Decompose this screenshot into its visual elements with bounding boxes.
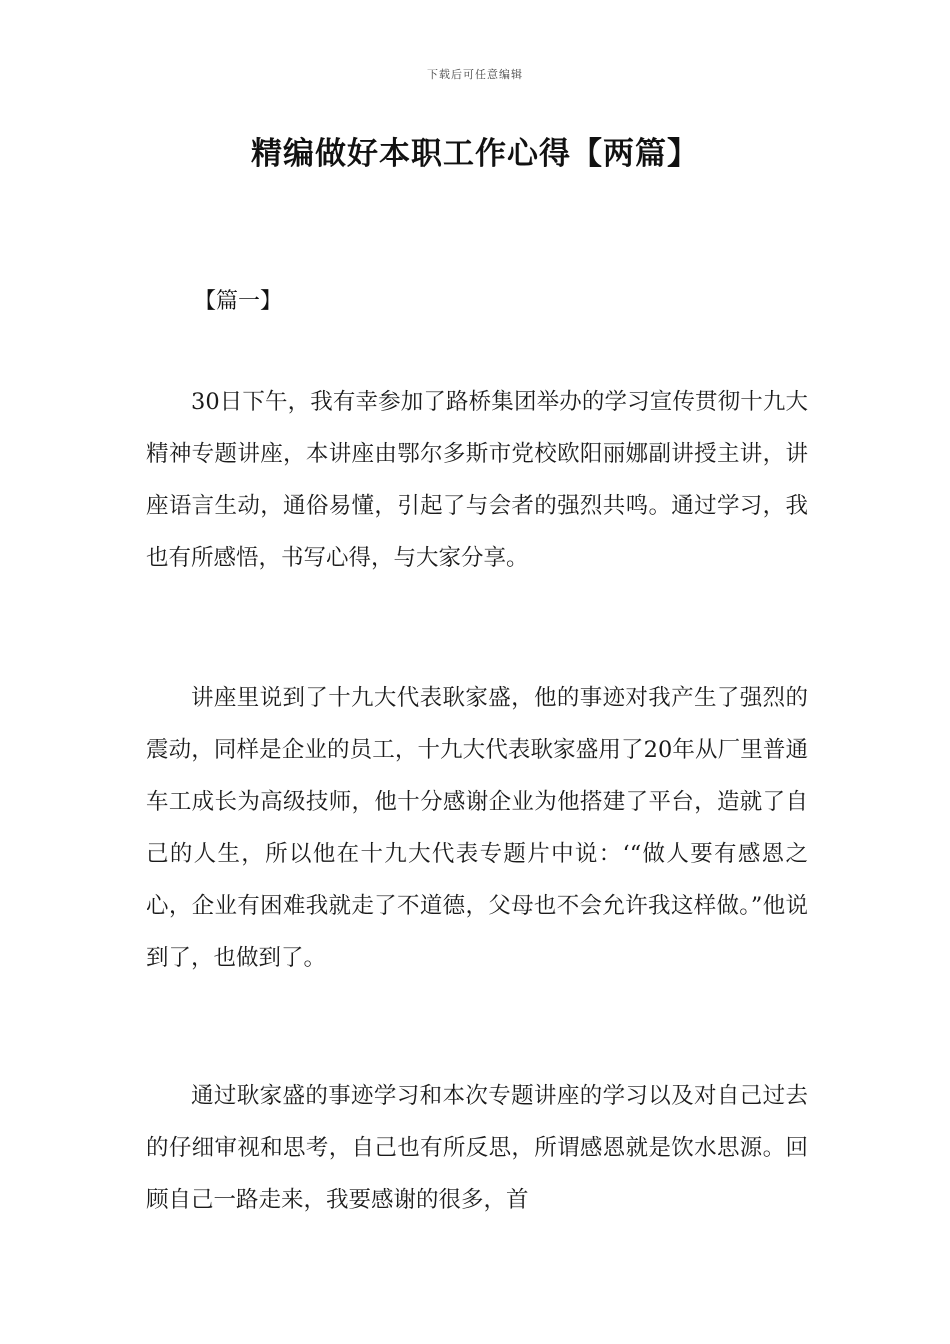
- header-note: 下载后可任意编辑: [427, 68, 523, 81]
- body-paragraph: 讲座里说到了十九大代表耿家盛，他的事迹对我产生了强烈的震动，同样是企业的员工，十九大代表耿家盛用了20年从厂里普通车工成长为高级技师，他十分感谢企业为他搭建了平台，造就了自己的人生，所以他在十九大代表专题片中说：‘“做人要有感恩之心，企业有困难我就走了不道德，父母也不会允许我这样做。”他说到了，也做到了。: [146, 685, 808, 971]
- section-heading: 【篇一】: [194, 289, 283, 314]
- body-paragraph: 30日下午，我有幸参加了路桥集团举办的学习宣传贯彻十九大精神专题讲座，本讲座由鄂尔多斯市党校欧阳丽娜副讲授主讲，讲座语言生动，通俗易懂，引起了与会者的强烈共鸣。通过学习，我也有所感悟，书写心得，与大家分享。: [146, 389, 808, 571]
- document-title: 精编做好本职工作心得【两篇】: [251, 136, 699, 172]
- body-paragraph: 通过耿家盛的事迹学习和本次专题讲座的学习以及对自己过去的仔细审视和思考，自己也有所反思，所谓感恩就是饮水思源。回顾自己一路走来，我要感谢的很多，首: [146, 1083, 808, 1213]
